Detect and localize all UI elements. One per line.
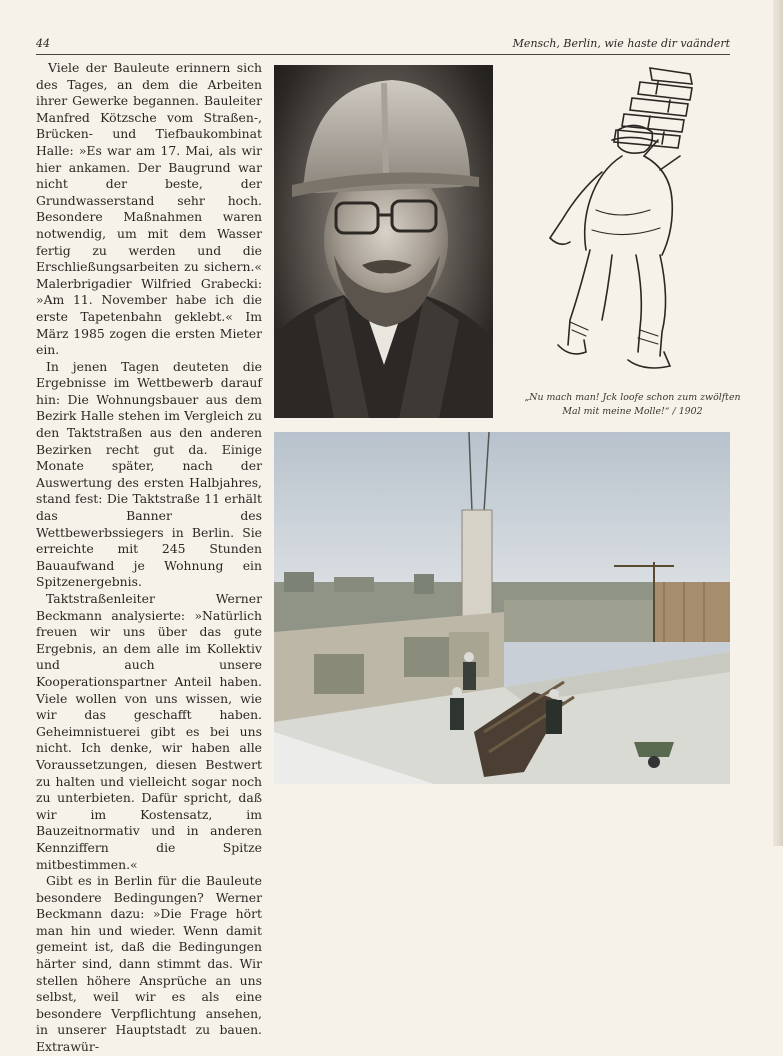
- page-header: [36, 36, 730, 55]
- paragraph-2: In jenen Tagen deuteten die Ergebnisse im Wettbewerb darauf hin: Die Wohnungsbauer aus dem Bezirk Halle stehen im Vergleich zu den Taktstraßen aus den anderen Bezirken recht gut da. Einige Monate später, nach der Auswertung des ersten Halbjahres, stand fest: Die Taktstraße 11 erhält das Banner des Wettbewerbssiegers in Berlin. Sie erreichte mit 245 Stunden Bauaufwand je Wohnung ein Spitzenergebnis.: [36, 358, 262, 590]
- sketch-illustration: [540, 60, 710, 385]
- running-title: Mensch, Berlin, wie haste dir vaändert: [512, 37, 730, 50]
- brick-carrier-sketch: [540, 60, 710, 385]
- page-number: 44: [36, 37, 50, 50]
- construction-site-illustration: [274, 432, 730, 784]
- construction-site-photo: [274, 432, 730, 784]
- page-edge: [773, 0, 783, 846]
- paragraph-4: Gibt es in Berlin für die Bauleute besondere Bedingungen? Werner Beckmann dazu: »Die Frage hört man hin und wieder. Wenn damit gemeint ist, daß die Bedingungen härter sind, dann stimmt das. Wir stellen höhere Ansprüche an uns selbst, weil wir es als eine besondere Verpflichtung ansehen, in unserer Hauptstadt zu bauen. Extrawür-: [36, 873, 262, 1055]
- portrait-illustration: [274, 65, 493, 418]
- sketch-caption: [520, 391, 745, 418]
- sketch-caption-line-2: Mal mit meine Molle!“ / 1902: [562, 405, 703, 417]
- sketch-caption-line-1: „Nu mach man! Jck loofe schon zum zwölften: [524, 392, 741, 403]
- paragraph-1: Viele der Bauleute erinnern sich des Tages, an dem die Arbeiten ihrer Gewerke begannen. Bauleiter Manfred Kötzsche vom Straßen-, Brücken- und Tiefbaukombinat Halle: »Es war am 17. Mai, als wir hier ankamen. Der Baugrund war nicht der beste, der Grundwasserstand sehr hoch. Besondere Maßnahmen waren notwendig, um mit dem Wasser fertig zu werden und die Erschließungsarbeiten zu sichern.« Malerbrigadier Wilfried Grabecki: »Am 11. November habe ich die erste Tapetenbahn geklebt.« Im März 1985 zogen die ersten Mieter ein.: [36, 60, 262, 358]
- paragraph-3: Taktstraßenleiter Werner Beckmann analysierte: »Natürlich freuen wir uns über das gute Ergebnis, an dem alle im Kollektiv und auch unsere Kooperationspartner Anteil haben. Viele wollen von uns wissen, wie wir das geschafft haben. Geheimnistuerei gibt es bei uns nicht. Ich denke, wir haben alle Voraussetzungen, diesen Bestwert zu halten und vielleicht sogar noch zu unterbieten. Dafür spricht, daß wir im Kostensatz, im Bauzeitnormativ und in anderen Kennziffern die Spitze mitbestimmen.«: [36, 591, 262, 872]
- portrait-photo: [274, 65, 493, 418]
- body-text-column: [36, 60, 262, 1056]
